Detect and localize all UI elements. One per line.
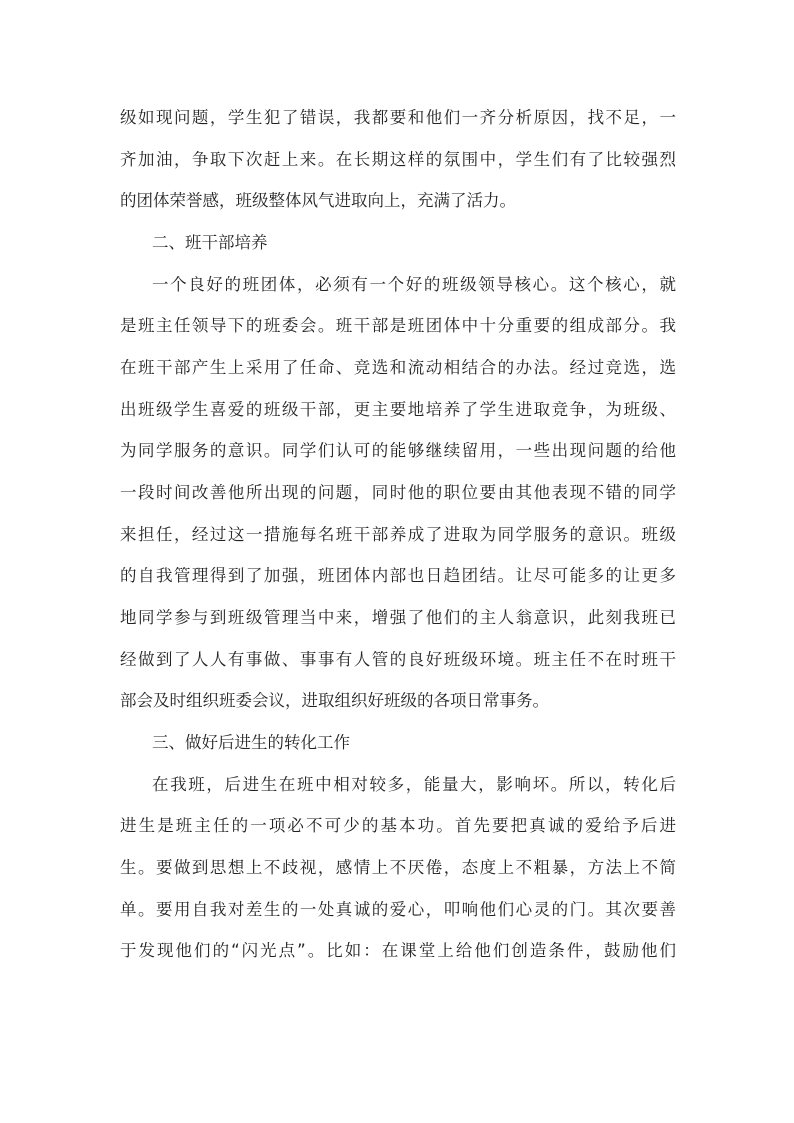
paragraph-line: 齐加油，争取下次赶上来。在长期这样的氛围中，学生们有了比较强烈 <box>120 150 676 169</box>
paragraph-line: 在班干部产生上采用了任命、竞选和流动相结合的办法。经过竞选，选 <box>120 358 676 377</box>
paragraph-line: 一个良好的班团体，必须有一个好的班级领导核心。这个核心，就 <box>152 275 676 294</box>
paragraph-line: 级如现问题，学生犯了错误，我都要和他们一齐分析原因，找不足，一 <box>120 108 676 127</box>
paragraph-line: 进生是班主任的一项必不可少的基本功。首先要把真诚的爱给予后进 <box>120 816 676 835</box>
paragraph-line: 于发现他们的“闪光点”。比如：在课堂上给他们创造条件，鼓励他们 <box>120 941 676 960</box>
paragraph-line: 是班主任领导下的班委会。班干部是班团体中十分重要的组成部分。我 <box>120 316 676 335</box>
paragraph-line: 生。要做到思想上不歧视，感情上不厌倦，态度上不粗暴，方法上不简 <box>120 858 676 877</box>
paragraph-line: 为同学服务的意识。同学们认可的能够继续留用，一些出现问题的给他 <box>120 441 676 460</box>
paragraph-line: 的团体荣誉感，班级整体风气进取向上，充满了活力。 <box>120 191 516 210</box>
paragraph-line: 在我班，后进生在班中相对较多，能量大，影响坏。所以，转化后 <box>152 775 676 794</box>
paragraph-line: 单。要用自我对差生的一处真诚的爱心，叩响他们心灵的门。其次要善 <box>120 900 676 919</box>
paragraph-line: 地同学参与到班级管理当中来，增强了他们的主人翁意识，此刻我班已 <box>120 608 676 627</box>
paragraph-line: 经做到了人人有事做、事事有人管的良好班级环境。班主任不在时班干 <box>120 650 676 669</box>
paragraph-line: 部会及时组织班委会议，进取组织好班级的各项日常事务。 <box>120 691 549 710</box>
paragraph-line: 一段时间改善他所出现的问题，同时他的职位要由其他表现不错的同学 <box>120 483 676 502</box>
paragraph-line: 出班级学生喜爱的班级干部，更主要地培养了学生进取竞争，为班级、 <box>120 400 676 419</box>
section-heading: 三、做好后进生的转化工作 <box>152 733 350 752</box>
paragraph-line: 来担任，经过这一措施每名班干部养成了进取为同学服务的意识。班级 <box>120 525 676 544</box>
paragraph-line: 的自我管理得到了加强，班团体内部也日趋团结。让尽可能多的让更多 <box>120 566 676 585</box>
section-heading: 二、班干部培养 <box>152 233 268 252</box>
